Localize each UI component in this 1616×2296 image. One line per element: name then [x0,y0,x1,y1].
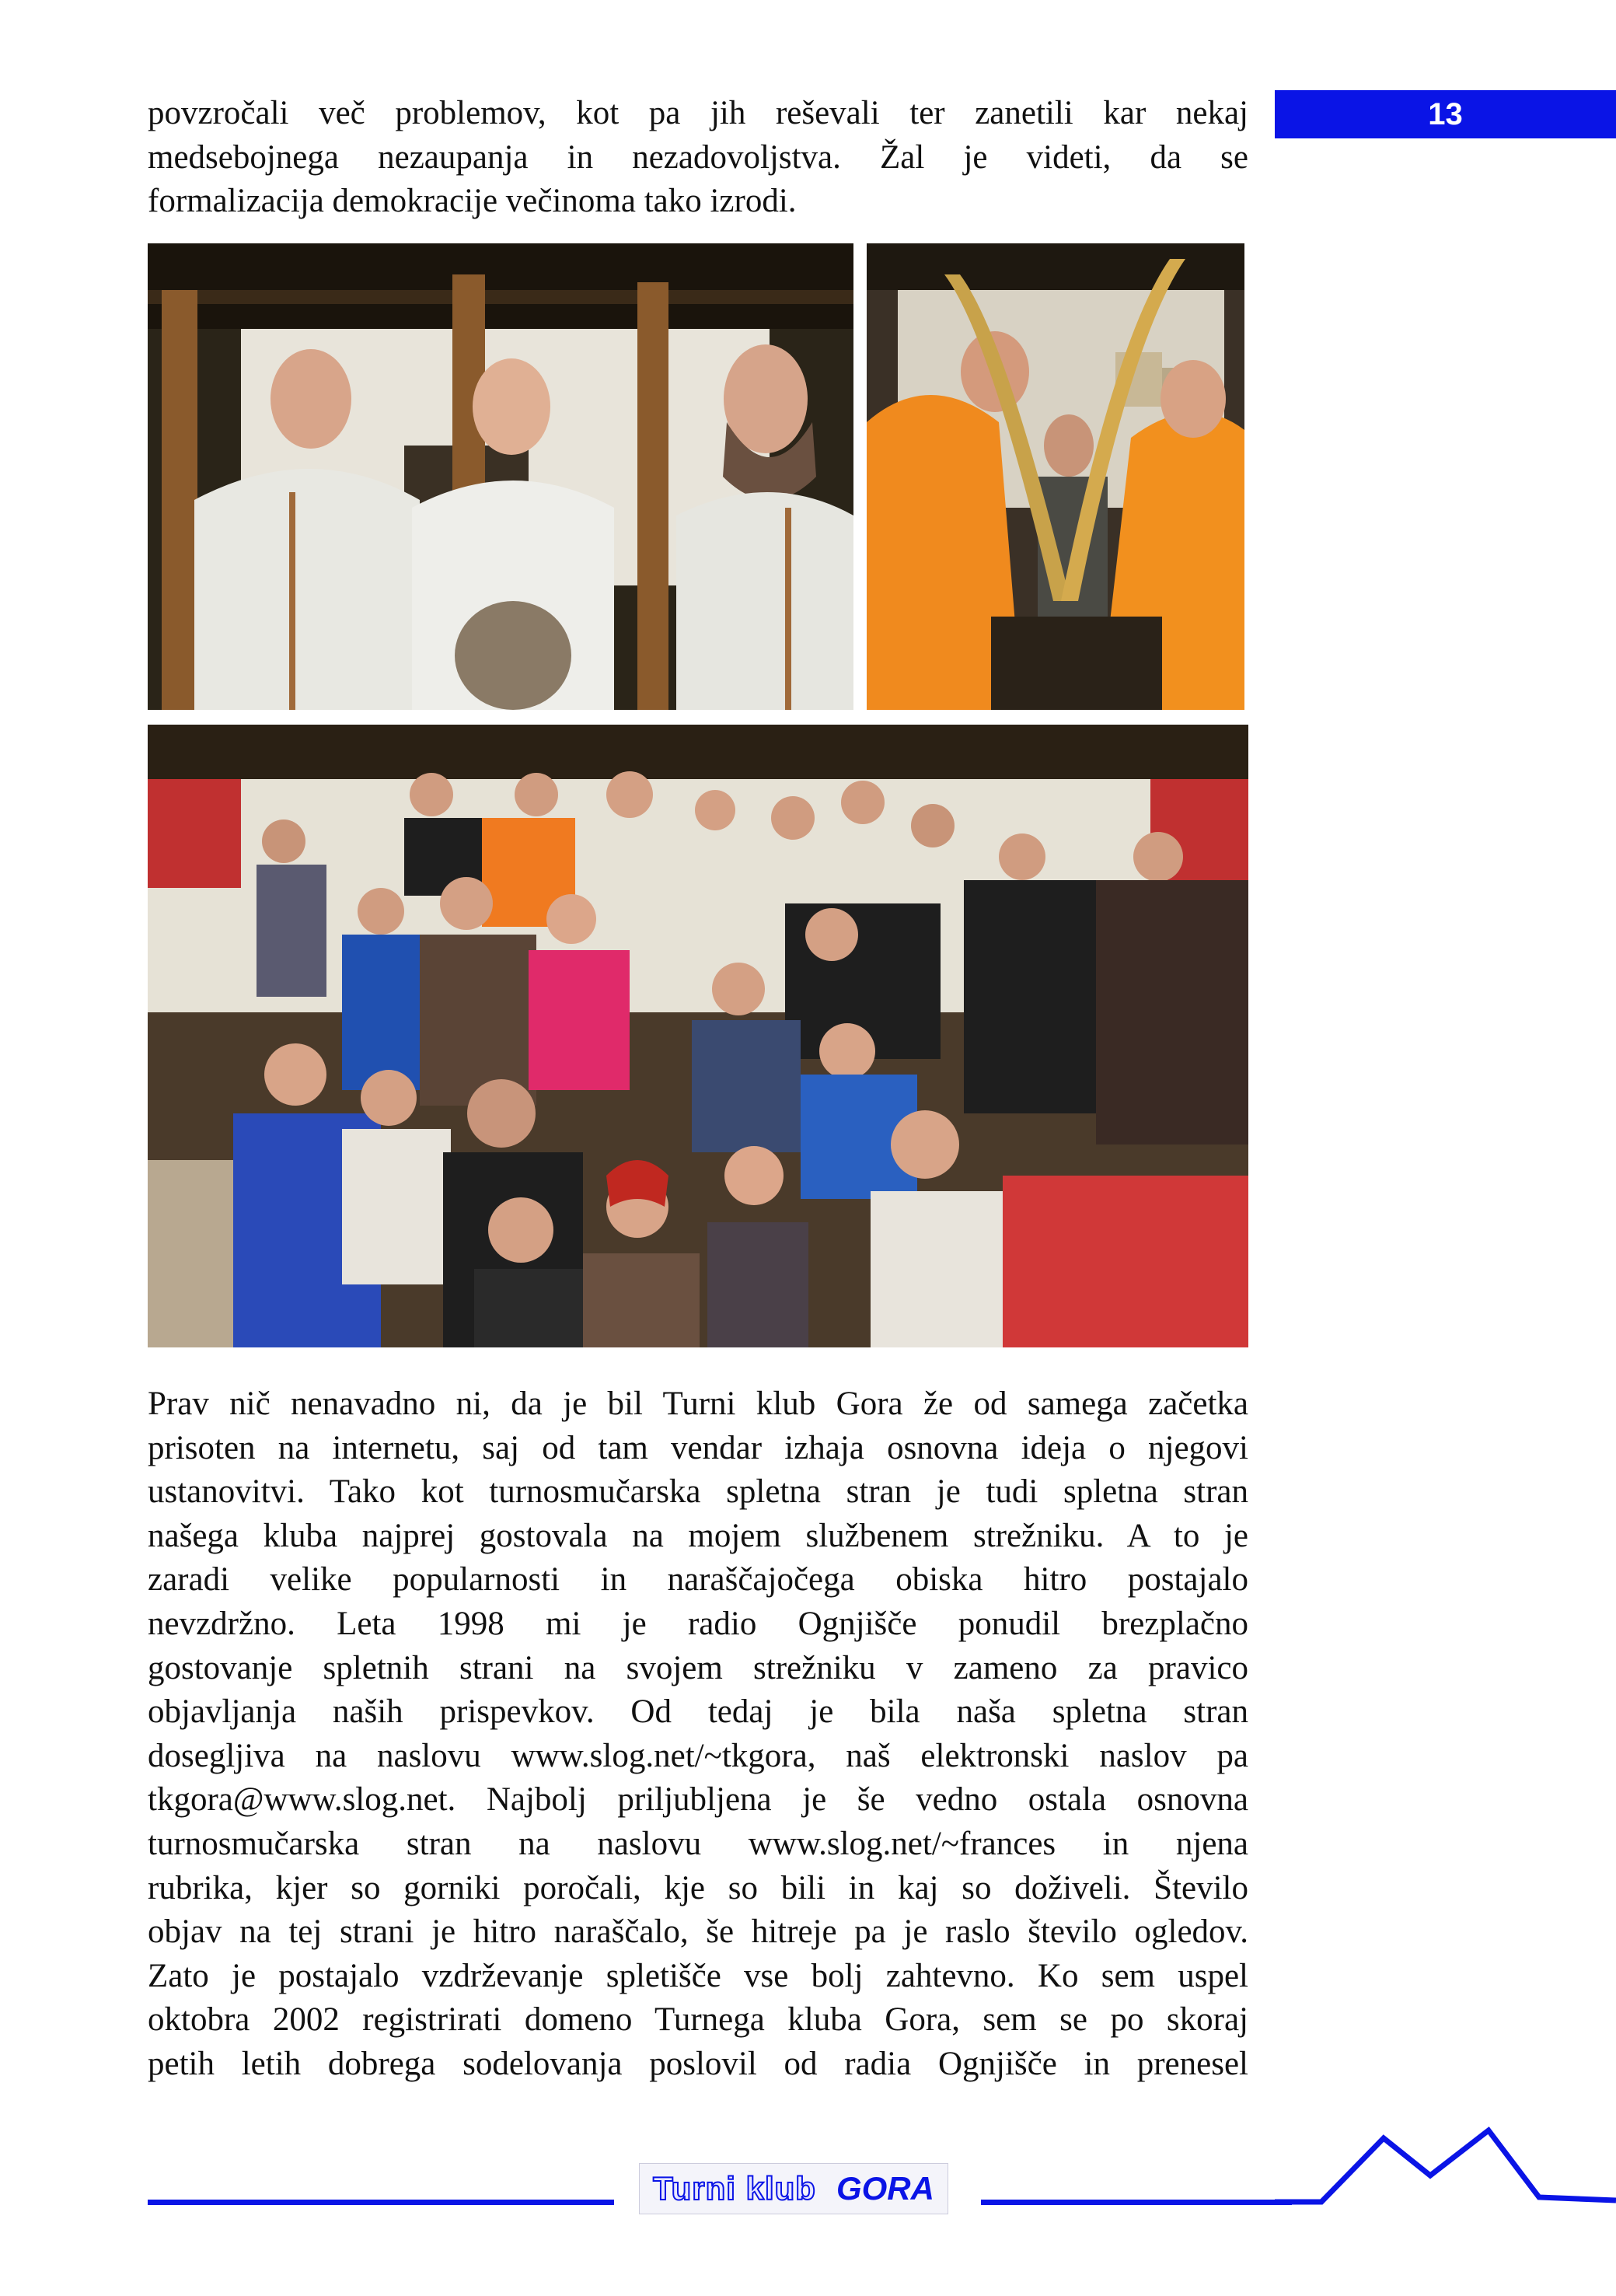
text-line: objav na tej strani je hitro naraščalo, še hitreje pa je raslo število ogledov. [148,1913,1248,1951]
text-line: prisoten na internetu, saj od tam vendar izhaja osnovna ideja o njegovi [148,1429,1248,1466]
logo-text-club: Turni klub [653,2170,816,2207]
text-line: tkgora@www.slog.net. Najbolj priljubljena je še vedno ostala osnovna [148,1781,1248,1819]
text-line: zaradi velike popularnosti in naraščajočega obiska hitro postajalo [148,1561,1248,1599]
photo-three-men-with-skis [148,243,853,710]
page-number-tab: 13 [1275,90,1616,138]
text-line: objavljanja naših prispevkov. Od tedaj je bila naša spletna stran [148,1693,1248,1731]
photo-crossed-skis [867,243,1244,710]
bottom-paragraph [148,1382,1248,2087]
footer-logo [639,2163,948,2214]
footer-rule-right [981,2200,1292,2205]
text-line: Prav nič nenavadno ni, da je bil Turni klub Gora že od samega začetka [148,1386,1248,1422]
logo-text-gora: GORA [836,2170,934,2207]
photo-group [148,725,1248,1347]
text-line: turnosmučarska stran na naslovu www.slog.net/~frances in njena [148,1825,1248,1862]
text-line: gostovanje spletnih strani na svojem strežniku v zameno za pravico [148,1649,1248,1686]
text-line: Zato je postajalo vzdrževanje spletišče vse bolj zahtevno. Ko sem uspel [148,1957,1248,1994]
text-line: formalizacija demokracije večinoma tako izrodi. [148,183,797,220]
text-line: petih letih dobrega sodelovanja poslovil od radia Ognjišče in prenesel [148,2045,1248,2082]
footer-rule-left [148,2200,614,2205]
text-line: oktobra 2002 registrirati domeno Turnega kluba Gora, sem se po skoraj [148,2001,1248,2039]
mountain-icon [1275,2123,1616,2216]
text-line: našega kluba najprej gostovala na mojem službenem strežniku. A to je [148,1517,1248,1554]
text-line: povzročali več problemov, kot pa jih reševali ter zanetili kar nekaj [148,95,1248,131]
text-line: rubrika, kjer so gorniki poročali, kje so bili in kaj so doživeli. Število [148,1869,1248,1906]
text-line: medsebojnega nezaupanja in nezadovoljstva. Žal je videti, da se [148,138,1248,176]
text-line: nevzdržno. Leta 1998 mi je radio Ognjišče ponudil brezplačno [148,1605,1248,1642]
top-paragraph [148,92,1248,224]
text-line: dosegljiva na naslovu www.slog.net/~tkgora, naš elektronski naslov pa [148,1737,1248,1774]
text-line: ustanovitvi. Tako kot turnosmučarska spletna stran je tudi spletna stran [148,1473,1248,1511]
